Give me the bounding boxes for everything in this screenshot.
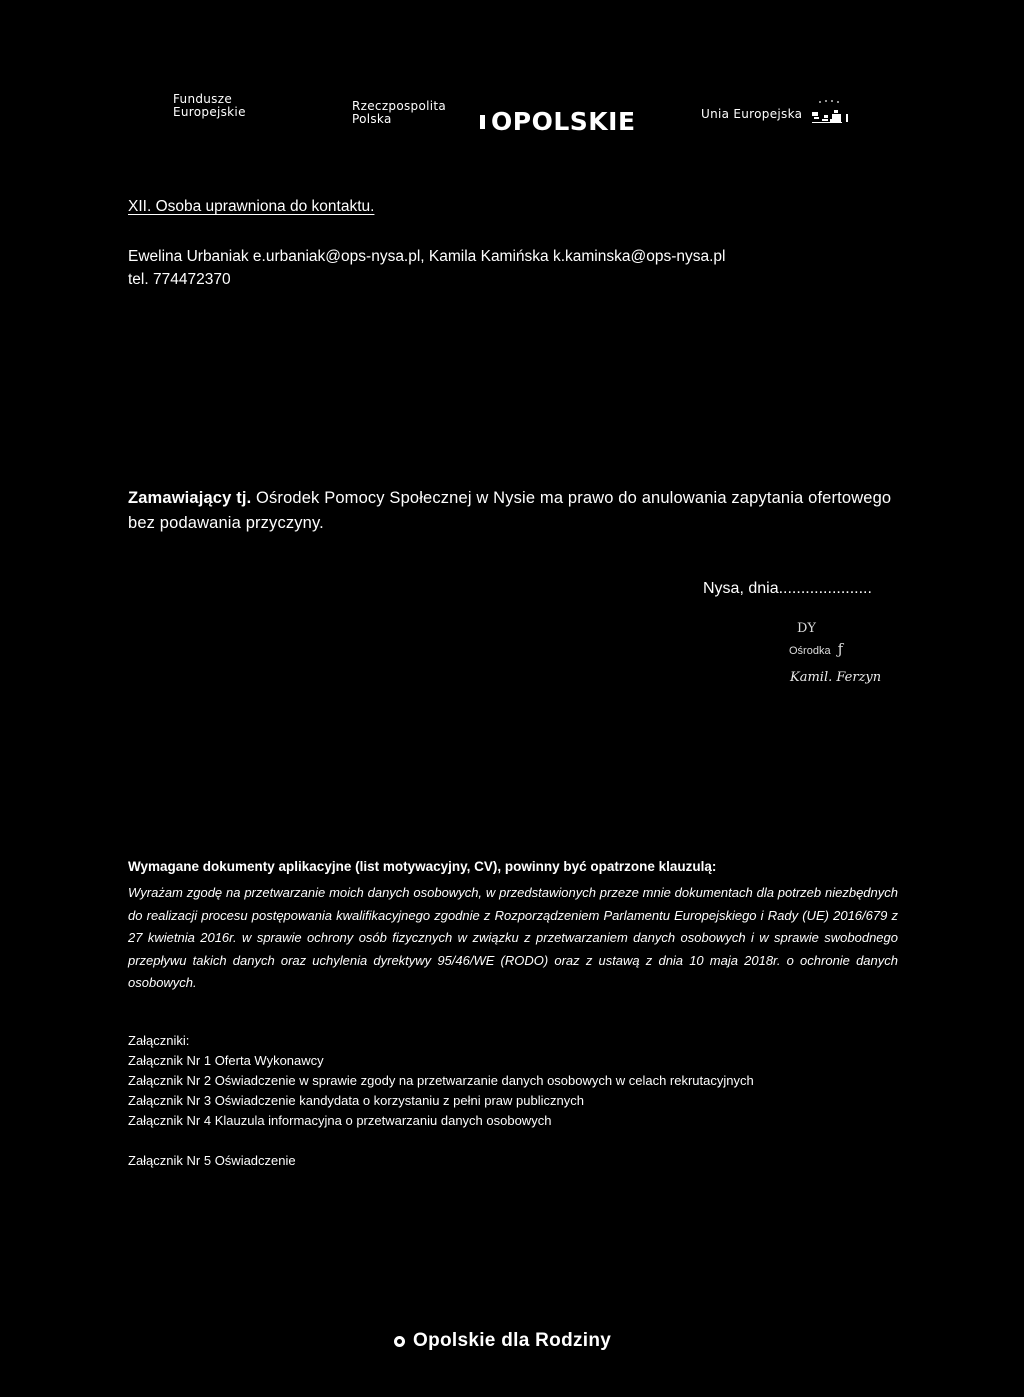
- cancellation-notice: [128, 486, 898, 536]
- rzeczpospolita-line-2: Polska: [352, 112, 392, 126]
- fundusze-line-2: Europejskie: [173, 105, 246, 119]
- fundusze-europejskie-logo: [173, 93, 246, 119]
- signature-mark-icon: ƒ: [837, 640, 844, 658]
- notice-lead: Zamawiający tj.: [128, 489, 252, 507]
- required-documents-heading: Wymagane dokumenty aplikacyjne (list motywacyjny, CV), powinny być opatrzone klauzulą:: [128, 859, 717, 874]
- stamp-line-text: Ośrodka: [789, 645, 831, 657]
- notice-text: Ośrodek Pomocy Społecznej w Nysie ma prawo do anulowania zapytania ofertowego bez podawania przyczyny.: [128, 489, 892, 532]
- circle-logo-icon: [394, 1336, 405, 1347]
- contact-names-emails: Ewelina Urbaniak e.urbaniak@ops-nysa.pl, Kamila Kamińska k.kaminska@ops-nysa.pl: [128, 248, 726, 265]
- consent-clause: Wyrażam zgodę na przetwarzanie moich danych osobowych, w przedstawionych przeze mnie dokumentach dla potrzeb niezbędnych do realizacji procesu postępowania kwalifikacyjnego zgodnie z Rozporządzeniem Parlamentu Europejskiego i Rady (UE) 2016/679 z 27 kwietnia 2016r. w sprawie ochrony osób fizycznych w związku z przetwarzaniem danych osobowych i w sprawie swobodnego przepływu takich danych oraz uchylenia dyrektywy 95/46/WE (RODO) oraz z ustawą z dnia 10 maja 2018r. o ochronie danych osobowych.: [128, 885, 898, 990]
- attachments-list: [128, 1031, 754, 1171]
- unia-europejska-label: Unia Europejska: [701, 107, 803, 121]
- list-item: Załącznik Nr 5 Oświadczenie: [128, 1153, 296, 1168]
- list-item: Załącznik Nr 4 Klauzula informacyjna o przetwarzaniu danych osobowych: [128, 1113, 552, 1128]
- footer-text: Opolskie dla Rodziny: [413, 1330, 612, 1351]
- attachments-heading: Załączniki:: [128, 1033, 190, 1048]
- opolskie-text: OPOLSKIE: [491, 107, 636, 136]
- fundusze-line-1: Fundusze: [173, 92, 233, 106]
- stamp-fragment-line: [789, 640, 843, 658]
- stamp-fragment-top: DY: [797, 621, 817, 636]
- place-date-line: Nysa, dnia.....................: [703, 580, 872, 597]
- rzeczpospolita-line-1: Rzeczpospolita: [352, 99, 447, 113]
- contact-phone: tel. 774472370: [128, 271, 231, 288]
- rzeczpospolita-polska-logo: [352, 100, 446, 126]
- opolskie-logo: [480, 107, 636, 136]
- list-item: Załącznik Nr 1 Oferta Wykonawcy: [128, 1053, 324, 1068]
- footer-opolskie-dla-rodziny: [394, 1330, 611, 1352]
- eu-flag-icon: [806, 98, 850, 128]
- section-heading-contact: XII. Osoba uprawniona do kontaktu.: [128, 198, 375, 215]
- handwritten-signature: Kamil. Ferzyn: [790, 670, 882, 685]
- opolskie-mark-icon: [480, 115, 485, 129]
- list-item: Załącznik Nr 2 Oświadczenie w sprawie zgody na przetwarzanie danych osobowych w celach rekrutacyjnych: [128, 1073, 754, 1088]
- list-item: Załącznik Nr 3 Oświadczenie kandydata o korzystaniu z pełni praw publicznych: [128, 1093, 584, 1108]
